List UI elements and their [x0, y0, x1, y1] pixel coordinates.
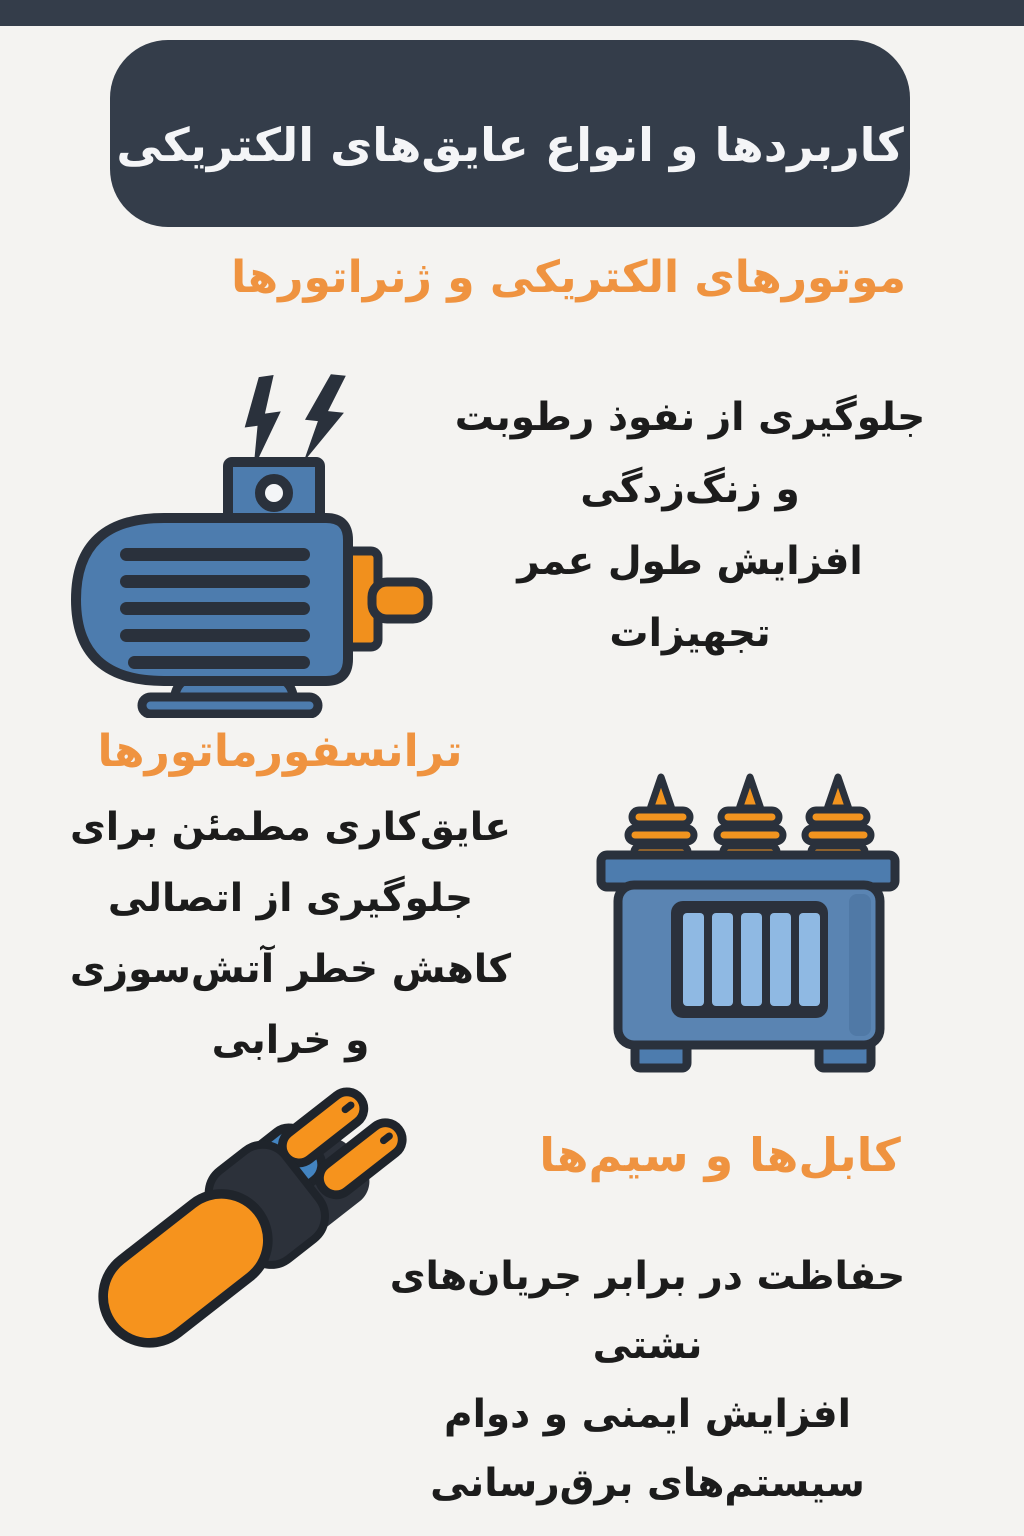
lightning-bolt-icon — [238, 372, 348, 469]
motors-benefits-text — [410, 382, 970, 670]
transformer-bushings — [628, 777, 871, 858]
section-heading-cables: کابل‌ها و سیم‌ها — [539, 1128, 901, 1182]
benefit-line: جلوگیری از نفوذ رطوبت — [454, 395, 926, 440]
cables-benefits-text — [295, 1242, 1000, 1518]
transformers-benefits-text — [18, 792, 563, 1076]
benefit-line: سیستم‌های برق‌رسانی — [430, 1461, 865, 1506]
top-band — [0, 0, 1024, 26]
benefit-line: افزایش طول عمر — [517, 539, 863, 584]
benefit-line: و زنگ‌زدگی — [580, 467, 800, 512]
electric-motor-icon — [58, 366, 463, 718]
benefit-line: نشتی — [592, 1323, 703, 1368]
header-title-box — [110, 40, 910, 227]
section-heading-motors: موتورهای الکتریکی و ژنراتورها — [231, 252, 906, 303]
motor-body — [76, 462, 428, 714]
benefit-line: کاهش خطر آتش‌سوزی — [69, 947, 512, 992]
benefit-line: حفاظت در برابر جریان‌های — [389, 1254, 906, 1299]
page-title: کاربردها و انواع عایق‌های الکتریکی — [116, 118, 904, 173]
transformer-icon — [593, 770, 913, 1092]
transformer-tank — [601, 855, 895, 1068]
benefit-line: جلوگیری از اتصالی — [107, 876, 474, 921]
benefit-line: تجهیزات — [609, 611, 771, 656]
benefit-line: افزایش ایمنی و دوام — [443, 1392, 852, 1437]
benefit-line: و خرابی — [211, 1018, 370, 1063]
section-heading-transformers: ترانسفورماتورها — [97, 726, 463, 777]
benefit-line: عایق‌کاری مطمئن برای — [69, 805, 512, 850]
